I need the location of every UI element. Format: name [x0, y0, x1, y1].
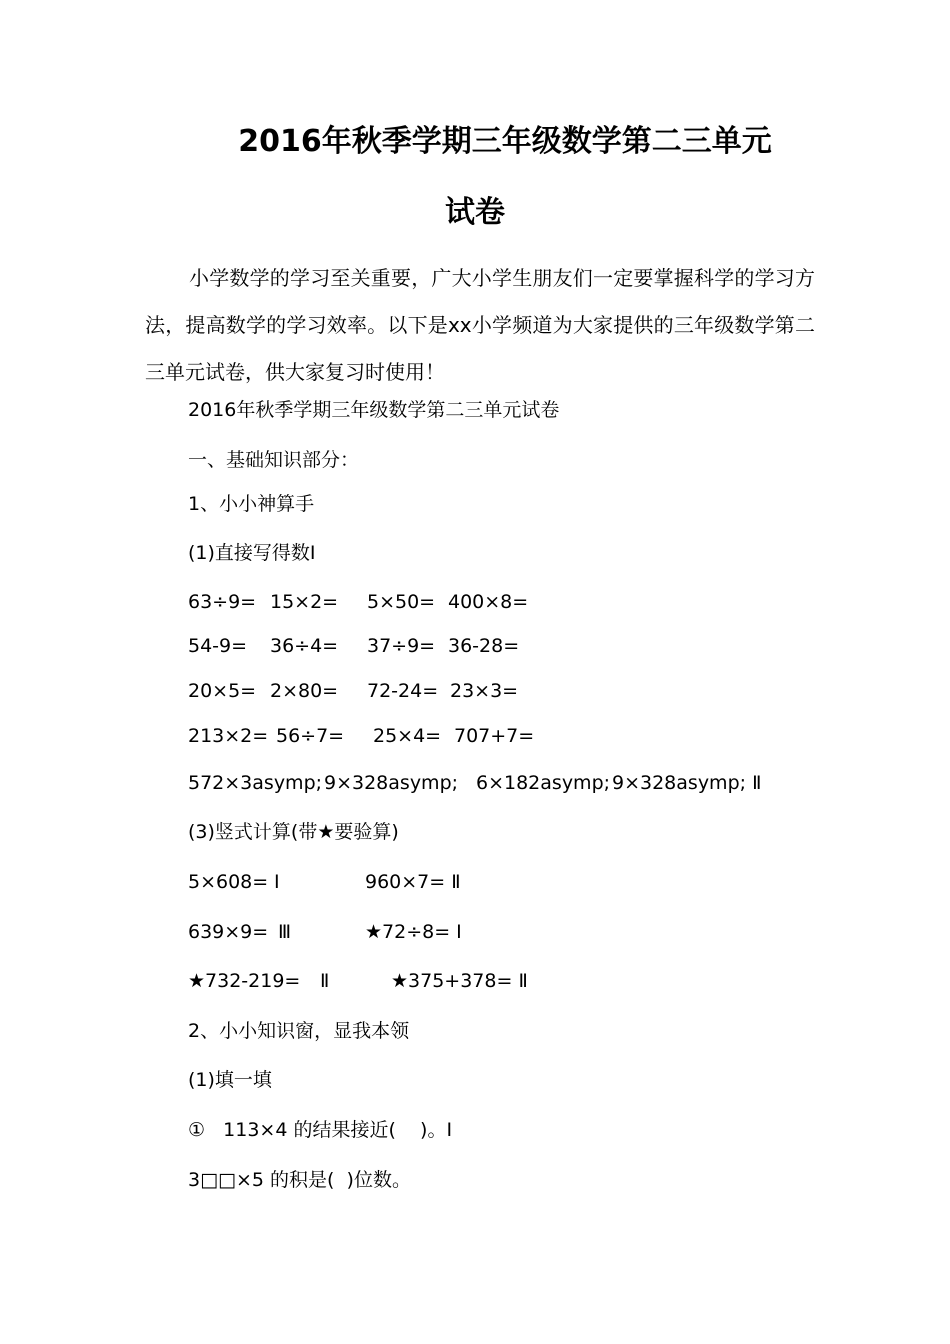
vertical-calc-row: [188, 966, 828, 996]
vertical-problem: ★375+378= Ⅱ: [391, 970, 528, 992]
difficulty-mark: Ⅰ: [274, 871, 280, 893]
item-heading-knowledge: 2、小小知识窗，显我本领: [188, 1020, 410, 1042]
calc-problem: 2×80=: [270, 680, 339, 702]
calc-problem: 36-28=: [448, 635, 520, 657]
item-heading-direct-answers: (1)直接写得数Ⅰ: [188, 542, 316, 564]
difficulty-mark: Ⅱ: [320, 970, 330, 992]
item-heading-fill-in: (1)填一填: [188, 1069, 272, 1091]
calc-problem: 63÷9=: [188, 591, 257, 613]
difficulty-mark: Ⅲ: [278, 921, 292, 943]
document-title-line-2: 试卷: [445, 195, 505, 230]
item-heading-vertical-calc: (3)竖式计算(带★要验算): [188, 821, 399, 843]
calc-row: [188, 721, 828, 751]
vertical-calc-row: [188, 867, 828, 897]
estimate-problem: 9×328asymp; Ⅱ: [612, 772, 762, 794]
calc-row: [188, 631, 828, 661]
calc-problem: 15×2=: [270, 591, 339, 613]
calc-row: [188, 676, 828, 706]
calc-problem: 707+7=: [454, 725, 535, 747]
calc-problem: 37÷9=: [367, 635, 436, 657]
calc-problem: 72-24=: [367, 680, 439, 702]
item-heading-mental-math: 1、小小神算手: [188, 493, 315, 515]
calc-problem: 213×2=: [188, 725, 269, 747]
calc-problem: 20×5=: [188, 680, 257, 702]
vertical-problem: 960×7= Ⅱ: [365, 871, 461, 893]
vertical-calc-row: [188, 917, 828, 947]
vertical-problem: ★732-219=: [188, 970, 301, 992]
subtitle: 2016年秋季学期三年级数学第二三单元试卷: [188, 399, 560, 421]
vertical-problem: 639×9=: [188, 921, 269, 943]
calc-problem: 36÷4=: [270, 635, 339, 657]
vertical-problem: 5×608=: [188, 871, 269, 893]
estimate-problem: 6×182asymp;: [476, 772, 611, 794]
calc-problem: 56÷7=: [276, 725, 345, 747]
calc-problem: 54-9=: [188, 635, 248, 657]
calc-problem: 5×50=: [367, 591, 436, 613]
document-title-line-1: 2016年秋季学期三年级数学第二三单元: [238, 124, 772, 159]
estimate-problem: 9×328asymp;: [324, 772, 459, 794]
estimate-row: [188, 768, 828, 798]
vertical-problem: ★72÷8= Ⅰ: [365, 921, 462, 943]
question-1: ① 113×4 的结果接近( )。Ⅰ: [188, 1119, 453, 1141]
calc-row: [188, 587, 828, 617]
question-2: 3□□×5 的积是( )位数。: [188, 1169, 411, 1191]
section-heading-basics: 一、基础知识部分：: [188, 449, 360, 471]
estimate-problem: 572×3asymp;: [188, 772, 323, 794]
calc-problem: 23×3=: [450, 680, 519, 702]
calc-problem: 25×4=: [373, 725, 442, 747]
calc-problem: 400×8=: [448, 591, 529, 613]
intro-paragraph: 小学数学的学习至关重要，广大小学生朋友们一定要掌握科学的学习方法，提高数学的学习效率。以下是xx小学频道为大家提供的三年级数学第二三单元试卷，供大家复习时使用！: [145, 266, 815, 384]
